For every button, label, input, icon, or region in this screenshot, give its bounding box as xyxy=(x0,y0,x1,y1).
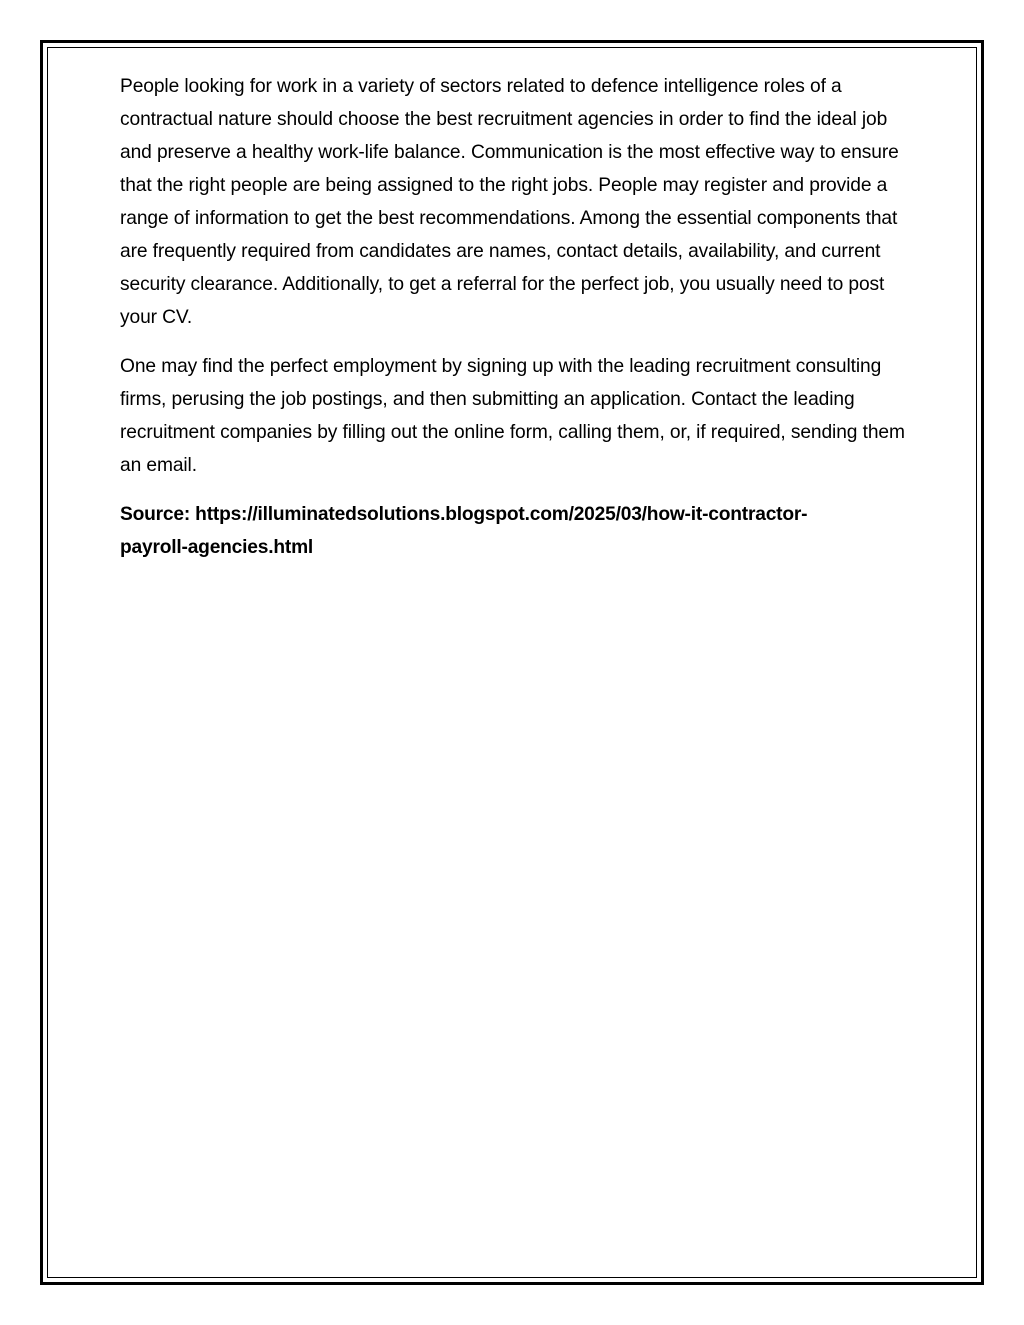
paragraph-1: People looking for work in a variety of sectors related to defence intelligence roles of a contractual nature should choose the best recruitment agencies in order to find the ideal job and preserve a healthy work-life balance. Communication is the most effective way to ensure that the right people are being assigned to the right jobs. People may register and provide a range of information to get the best recommendations. Among the essential components that are frequently required from candidates are names, contact details, availability, and current security clearance. Additionally, to get a referral for the perfect job, you usually need to post your CV. xyxy=(120,76,899,328)
source-line-2: payroll-agencies.html xyxy=(120,537,314,558)
document-body xyxy=(120,70,910,564)
paragraph-2: One may find the perfect employment by signing up with the leading recruitment consulting firms, perusing the job postings, and then submitting an application. Contact the leading recruitment companies by filling out the online form, calling them, or, if required, sending them an email. xyxy=(120,356,905,476)
source-citation xyxy=(120,498,910,564)
source-line-1: Source: https://illuminatedsolutions.blogspot.com/2025/03/how-it-contractor- xyxy=(120,504,808,525)
